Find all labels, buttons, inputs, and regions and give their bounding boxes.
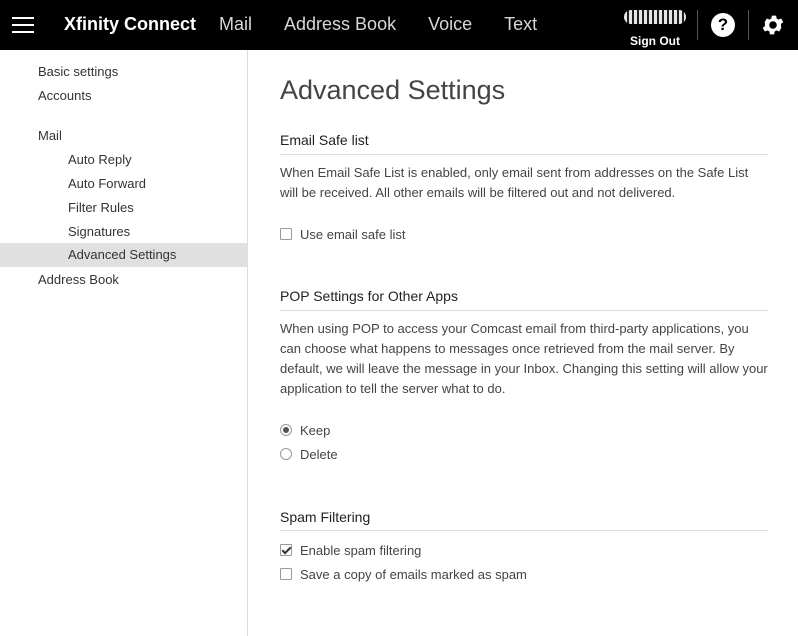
enable-spam-filtering-option[interactable] <box>280 541 421 559</box>
nav-text[interactable]: Text <box>504 14 538 34</box>
section-divider <box>280 154 768 155</box>
gear-icon[interactable] <box>760 12 786 38</box>
pop-delete-label: Delete <box>300 446 338 462</box>
enable-spam-filtering-label: Enable spam filtering <box>300 542 422 558</box>
main-nav <box>219 14 569 35</box>
nav-mail[interactable]: Mail <box>219 14 253 34</box>
use-safe-list-checkbox[interactable] <box>280 228 292 240</box>
settings-sidebar <box>0 50 248 636</box>
header-divider <box>697 10 698 40</box>
pop-delete-option[interactable] <box>280 445 338 463</box>
sidebar-item-filter-rules[interactable]: Filter Rules <box>68 200 134 215</box>
pop-settings-heading: POP Settings for Other Apps <box>280 288 458 304</box>
use-safe-list-option[interactable] <box>280 225 405 243</box>
pop-keep-radio[interactable] <box>280 424 292 436</box>
help-icon[interactable]: ? <box>711 13 735 37</box>
spam-filtering-heading: Spam Filtering <box>280 509 371 525</box>
sidebar-item-address-book[interactable]: Address Book <box>38 272 119 287</box>
nav-address-book[interactable]: Address Book <box>284 14 397 34</box>
top-bar <box>0 0 798 50</box>
save-spam-copy-checkbox[interactable] <box>280 568 292 580</box>
sidebar-item-auto-forward[interactable]: Auto Forward <box>68 176 147 191</box>
pop-keep-label: Keep <box>300 422 331 438</box>
hamburger-icon[interactable] <box>12 17 34 33</box>
sidebar-item-accounts[interactable]: Accounts <box>38 88 92 103</box>
save-spam-copy-option[interactable] <box>280 565 527 583</box>
enable-spam-filtering-checkbox[interactable] <box>280 544 292 556</box>
pop-keep-option[interactable] <box>280 421 330 439</box>
nav-voice[interactable]: Voice <box>428 14 473 34</box>
pop-delete-radio[interactable] <box>280 448 292 460</box>
pop-settings-description: When using POP to access your Comcast email from third-party applications, you can choose what happens to messages once retrieved from the mail server. By default, we will leave the message in your Inbox. Changing this setting will allow your application to tell the server what to do. <box>280 321 768 396</box>
section-divider <box>280 530 768 531</box>
sidebar-item-advanced-settings[interactable]: Advanced Settings <box>0 243 247 267</box>
use-safe-list-label: Use email safe list <box>300 226 406 242</box>
safe-list-description: When Email Safe List is enabled, only email sent from addresses on the Safe List will be received. All other emails will be filtered out and not delivered. <box>280 165 749 200</box>
sidebar-item-basic-settings[interactable]: Basic settings <box>38 64 119 79</box>
safe-list-heading: Email Safe list <box>280 132 369 148</box>
redacted-username <box>624 10 686 24</box>
sidebar-item-mail[interactable]: Mail <box>38 128 62 143</box>
sign-out-link[interactable]: Sign Out <box>630 34 680 48</box>
sidebar-item-auto-reply[interactable]: Auto Reply <box>68 152 132 167</box>
header-divider <box>748 10 749 40</box>
brand-title: Xfinity Connect <box>64 14 197 34</box>
save-spam-copy-label: Save a copy of emails marked as spam <box>300 566 527 582</box>
section-divider <box>280 310 768 311</box>
page-title: Advanced Settings <box>280 75 506 105</box>
sidebar-item-signatures[interactable]: Signatures <box>68 224 131 239</box>
